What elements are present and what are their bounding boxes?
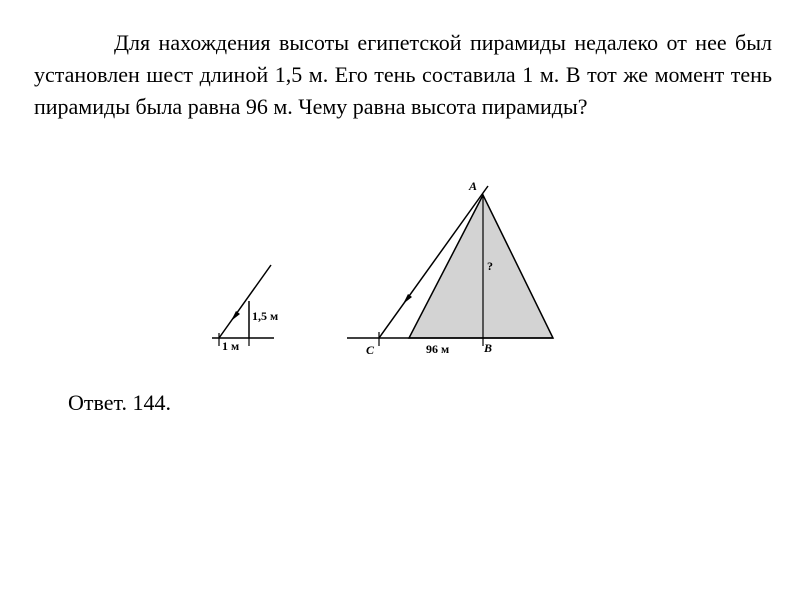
- problem-text: Для нахождения высоты египетской пирамиды недалеко от нее был установлен шест длиной 1,5 м. Его тень составила 1 м. В тот же момент тень пирамиды была равна 96 м. Чему равна высота пирамиды?: [34, 30, 772, 119]
- base-label: B: [484, 341, 493, 355]
- unknown-height-label: ?: [487, 259, 493, 273]
- pyramid-shadow-label: 96 м: [426, 342, 450, 356]
- pole-diagram: [212, 265, 278, 353]
- shadow-end-label: C: [366, 343, 375, 357]
- answer-text: Ответ. 144.: [68, 390, 171, 415]
- pole-ray-arrow-icon: [231, 311, 240, 321]
- pole-height-label: 1,5 м: [252, 309, 279, 323]
- pole-sun-ray: [219, 265, 271, 338]
- pyramid-diagram: [347, 179, 553, 357]
- pole-shadow-label: 1 м: [222, 339, 240, 353]
- apex-label: A: [469, 179, 478, 193]
- pyramid-ray-arrow-icon: [403, 294, 412, 304]
